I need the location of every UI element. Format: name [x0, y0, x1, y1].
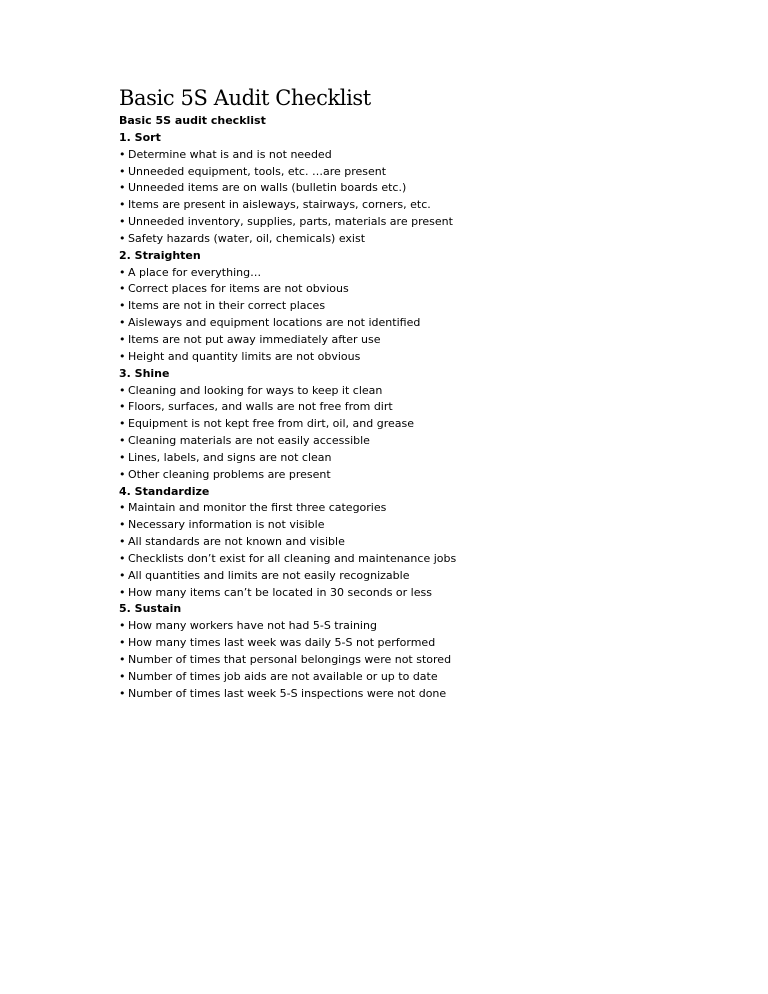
bullet-icon: • [119, 501, 126, 515]
checklist-item-text: Equipment is not kept free from dirt, oil, and grease [128, 417, 414, 431]
checklist-item [119, 197, 719, 214]
checklist-item [119, 618, 719, 635]
checklist-item [119, 433, 719, 450]
bullet-icon: • [119, 585, 126, 599]
checklist-item [119, 383, 719, 400]
bullet-icon: • [119, 450, 126, 464]
bullet-icon: • [119, 669, 126, 683]
checklist-item [119, 332, 719, 349]
checklist-items [119, 383, 719, 484]
checklist-item [119, 214, 719, 231]
bullet-icon: • [119, 316, 126, 330]
checklist-item-text: Determine what is and is not needed [128, 147, 332, 161]
checklist-items [119, 618, 719, 702]
checklist-item-text: Items are present in aisleways, stairways, corners, etc. [128, 198, 431, 212]
checklist-item [119, 585, 719, 602]
checklist-items [119, 265, 719, 366]
bullet-icon: • [119, 686, 126, 700]
checklist-item-text: How many times last week was daily 5-S not performed [128, 636, 436, 650]
checklist-item-text: Maintain and monitor the first three categories [128, 501, 387, 515]
bullet-icon: • [119, 164, 126, 178]
checklist-item [119, 500, 719, 517]
checklist-section [119, 484, 719, 602]
bullet-icon: • [119, 198, 126, 212]
bullet-icon: • [119, 434, 126, 448]
bullet-icon: • [119, 636, 126, 650]
document-subtitle: Basic 5S audit checklist [119, 114, 266, 127]
section-heading: 2. Straighten [119, 248, 201, 262]
checklist-item-text: Unneeded inventory, supplies, parts, materials are present [128, 215, 453, 229]
checklist-item-text: Necessary information is not visible [128, 518, 325, 532]
checklist-item-text: Height and quantity limits are not obvious [128, 349, 361, 363]
checklist-item-text: Number of times that personal belongings were not stored [128, 653, 452, 666]
checklist-item [119, 349, 719, 366]
checklist-item [119, 180, 719, 197]
bullet-icon: • [119, 518, 126, 532]
section-heading: 3. Shine [119, 366, 170, 380]
checklist-item-text: Items are not put away immediately after use [128, 332, 381, 346]
bullet-icon: • [119, 467, 126, 481]
bullet-icon: • [119, 231, 126, 245]
checklist-item [119, 686, 719, 703]
checklist-sections [119, 130, 719, 703]
bullet-icon: • [119, 383, 126, 397]
document-page [119, 85, 719, 703]
bullet-icon: • [119, 568, 126, 582]
checklist-item [119, 669, 719, 686]
checklist-item [119, 147, 719, 164]
checklist-item [119, 265, 719, 282]
checklist-item-text: All quantities and limits are not easily recognizable [128, 568, 410, 582]
checklist-item [119, 568, 719, 585]
checklist-item-text: Other cleaning problems are present [128, 467, 331, 481]
checklist-item-text: Checklists don’t exist for all cleaning and maintenance jobs [128, 551, 457, 565]
checklist-item-text: Unneeded equipment, tools, etc. …are present [128, 164, 387, 178]
bullet-icon: • [119, 417, 126, 431]
checklist-item-text: Number of times last week 5-S inspections were not done [128, 686, 447, 700]
checklist-item [119, 467, 719, 484]
checklist-item-text: Aisleways and equipment locations are not identified [128, 316, 421, 330]
bullet-icon: • [119, 619, 126, 633]
checklist-item-text: Number of times job aids are not available or up to date [128, 669, 438, 683]
bullet-icon: • [119, 535, 126, 549]
checklist-item [119, 164, 719, 181]
checklist-section [119, 248, 719, 366]
section-heading: 1. Sort [119, 130, 161, 144]
checklist-section [119, 366, 719, 484]
checklist-item [119, 416, 719, 433]
checklist-item [119, 399, 719, 416]
section-heading: 5. Sustain [119, 602, 182, 616]
bullet-icon: • [119, 332, 126, 346]
checklist-item-text: Unneeded items are on walls (bulletin boards etc.) [128, 181, 407, 195]
checklist-section [119, 130, 719, 248]
checklist-item-text: Floors, surfaces, and walls are not free from dirt [128, 400, 393, 414]
bullet-icon: • [119, 181, 126, 195]
bullet-icon: • [119, 215, 126, 229]
checklist-item [119, 517, 719, 534]
bullet-icon: • [119, 265, 126, 279]
checklist-item-text: Lines, labels, and signs are not clean [128, 450, 332, 464]
bullet-icon: • [119, 653, 126, 666]
checklist-item [119, 450, 719, 467]
bullet-icon: • [119, 147, 126, 161]
bullet-icon: • [119, 400, 126, 414]
checklist-item-text: Cleaning and looking for ways to keep it clean [128, 383, 383, 397]
checklist-item [119, 281, 719, 298]
checklist-item-text: Items are not in their correct places [128, 299, 326, 313]
checklist-item [119, 534, 719, 551]
section-heading: 4. Standardize [119, 484, 210, 498]
checklist-item-text: Cleaning materials are not easily accessible [128, 434, 370, 448]
bullet-icon: • [119, 349, 126, 363]
checklist-items [119, 147, 719, 248]
checklist-item-text: Correct places for items are not obvious [128, 282, 349, 296]
document-title: Basic 5S Audit Checklist [119, 86, 371, 110]
bullet-icon: • [119, 299, 126, 313]
checklist-item [119, 635, 719, 652]
checklist-item [119, 298, 719, 315]
checklist-items [119, 500, 719, 601]
checklist-item-text: How many workers have not had 5-S training [128, 619, 377, 633]
checklist-item-text: All standards are not known and visible [128, 535, 345, 549]
checklist-item [119, 315, 719, 332]
checklist-item-text: A place for everything… [128, 265, 262, 279]
bullet-icon: • [119, 551, 126, 565]
checklist-item-text: How many items can’t be located in 30 seconds or less [128, 585, 432, 599]
checklist-item-text: Safety hazards (water, oil, chemicals) exist [128, 231, 366, 245]
checklist-item [119, 551, 719, 568]
bullet-icon: • [119, 282, 126, 296]
checklist-section [119, 601, 719, 702]
checklist-item [119, 652, 719, 669]
checklist-item [119, 231, 719, 248]
